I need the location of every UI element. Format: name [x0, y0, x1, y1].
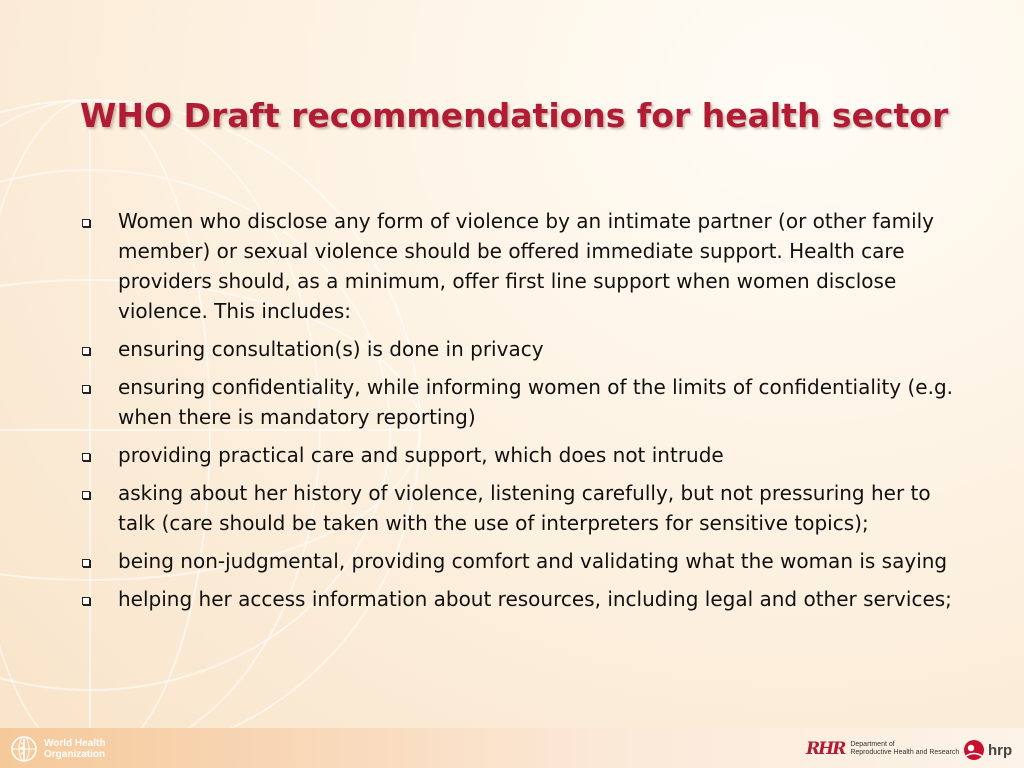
hrp-text: hrp — [988, 741, 1013, 759]
list-item-text: ensuring consultation(s) is done in privacy — [118, 337, 544, 361]
rhr-logo — [806, 739, 962, 759]
list-item — [80, 440, 960, 470]
list-item-text: being non-judgmental, providing comfort and validating what the woman is saying — [118, 549, 948, 573]
list-item — [80, 478, 960, 538]
hollow-square-icon — [82, 491, 90, 499]
slide-title: WHO Draft recommendations for health sector — [80, 96, 949, 135]
hrp-emblem-icon — [962, 738, 986, 762]
list-item — [80, 584, 960, 614]
list-item — [80, 206, 960, 326]
hollow-square-icon — [82, 219, 90, 227]
list-item-text: ensuring confidentiality, while informing women of the limits of confidentiality (e.g. when there is mandatory reporting) — [118, 375, 954, 429]
who-logo-text — [44, 738, 114, 760]
who-logo — [10, 735, 114, 763]
hollow-square-icon — [82, 559, 90, 567]
list-item-text: helping her access information about resources, including legal and other services; — [118, 587, 952, 611]
who-logo-line2: Organization — [44, 749, 106, 760]
bullet-list — [80, 206, 960, 622]
list-item — [80, 334, 960, 364]
rhr-mark: RHR — [806, 739, 845, 759]
list-item-text: asking about her history of violence, listening carefully, but not pressuring her to talk (care should be taken with the use of interpreters for sensitive topics); — [118, 481, 931, 535]
hollow-square-icon — [82, 597, 90, 605]
rhr-department-text — [850, 741, 962, 757]
hollow-square-icon — [82, 453, 90, 461]
list-item-text: Women who disclose any form of violence by an intimate partner (or other family member) or sexual violence should be offered immediate support. Health care providers should, as a minimum, offer first line support when women disclose violence. This includes: — [118, 209, 935, 323]
rhr-dept-line1: Department of — [850, 741, 895, 748]
who-emblem-icon — [10, 735, 38, 763]
who-logo-line1: World Health — [44, 738, 106, 749]
hrp-logo — [962, 738, 1012, 762]
list-item-text: providing practical care and support, which does not intrude — [118, 443, 724, 467]
list-item — [80, 546, 960, 576]
list-item — [80, 372, 960, 432]
rhr-dept-line2: Reproductive Health and Research — [850, 749, 960, 756]
hollow-square-icon — [82, 347, 90, 355]
hollow-square-icon — [82, 385, 90, 393]
